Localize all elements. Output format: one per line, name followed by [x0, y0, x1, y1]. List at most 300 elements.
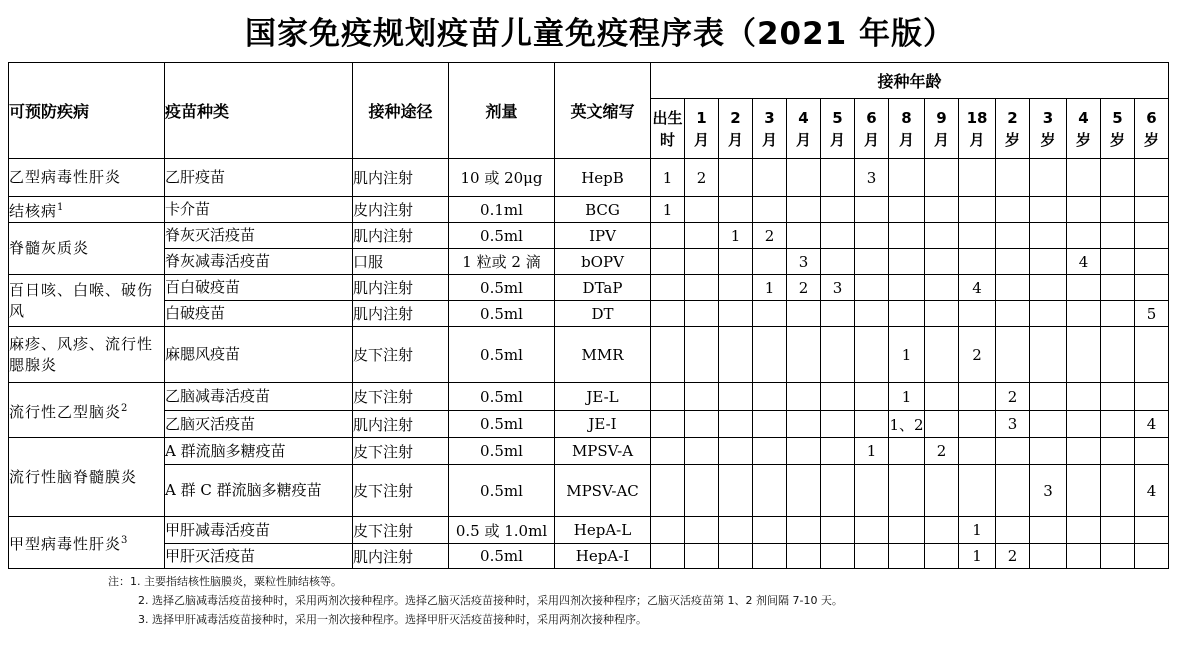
route-cell: 皮下注射 — [353, 438, 449, 465]
route-cell: 肌内注射 — [353, 544, 449, 569]
dose-schedule-cell: 4 — [1067, 249, 1101, 275]
dose-schedule-cell — [787, 301, 821, 327]
table-row — [9, 438, 1169, 465]
abbr-cell: JE-I — [555, 411, 651, 438]
dose-schedule-cell — [787, 517, 821, 544]
disease-cell — [9, 327, 165, 383]
age-value: 9 — [936, 108, 947, 127]
dose-schedule-cell — [1030, 517, 1067, 544]
disease-name: 流行性乙型脑炎 — [9, 402, 122, 421]
disease-cell — [9, 275, 165, 327]
age-unit: 月 — [863, 130, 879, 149]
dose-schedule-cell — [889, 544, 925, 569]
route-cell: 肌内注射 — [353, 411, 449, 438]
dose-schedule-cell — [889, 223, 925, 249]
dose-schedule-cell — [651, 223, 685, 249]
dose-schedule-cell: 2 — [925, 438, 959, 465]
dose-schedule-cell: 4 — [959, 275, 996, 301]
dose-schedule-cell — [719, 327, 753, 383]
dose-schedule-cell — [1067, 544, 1101, 569]
age-header — [1135, 99, 1169, 159]
route-cell: 肌内注射 — [353, 159, 449, 197]
age-value: 出生 — [652, 108, 683, 127]
dose-schedule-cell — [996, 465, 1030, 517]
dose-schedule-cell — [1101, 301, 1135, 327]
dose-schedule-cell — [996, 223, 1030, 249]
disease-cell — [9, 383, 165, 438]
dose-cell: 0.5ml — [449, 223, 555, 249]
vaccine-cell: 麻腮风疫苗 — [165, 327, 353, 383]
route-cell: 肌内注射 — [353, 301, 449, 327]
footnote-2: 2. 选择乙脑减毒活疫苗接种时，采用两剂次接种程序。选择乙脑灭活疫苗接种时，采用四剂次接种程序；乙脑灭活疫苗第 1、2 剂间隔 7-10 天。 — [138, 594, 843, 607]
dose-schedule-cell — [719, 517, 753, 544]
header-dose: 剂量 — [449, 63, 555, 159]
vaccine-cell: 白破疫苗 — [165, 301, 353, 327]
dose-schedule-cell — [787, 197, 821, 223]
dose-schedule-cell — [855, 465, 889, 517]
immunization-schedule-table — [8, 62, 1169, 569]
dose-schedule-cell — [719, 438, 753, 465]
header-route: 接种途径 — [353, 63, 449, 159]
age-header — [787, 99, 821, 159]
age-unit: 月 — [795, 130, 811, 149]
header-disease: 可预防疾病 — [9, 63, 165, 159]
dose-schedule-cell — [651, 383, 685, 411]
dose-schedule-cell — [1135, 383, 1169, 411]
age-value: 5 — [1112, 108, 1123, 127]
table-row — [9, 159, 1169, 197]
dose-schedule-cell — [889, 517, 925, 544]
dose-schedule-cell: 1 — [959, 544, 996, 569]
disease-name: 脊髓灰质炎 — [9, 239, 90, 257]
age-header — [685, 99, 719, 159]
table-row — [9, 197, 1169, 223]
disease-name: 流行性脑脊髓膜炎 — [9, 467, 138, 486]
dose-schedule-cell: 4 — [1135, 465, 1169, 517]
dose-schedule-cell — [855, 197, 889, 223]
dose-schedule-cell — [821, 438, 855, 465]
age-value: 3 — [1042, 108, 1054, 127]
header-abbr: 英文缩写 — [555, 63, 651, 159]
dose-schedule-cell — [1067, 301, 1101, 327]
dose-schedule-cell — [1067, 383, 1101, 411]
age-header — [1101, 99, 1135, 159]
dose-schedule-cell — [996, 249, 1030, 275]
dose-schedule-cell: 1 — [719, 223, 753, 249]
footnote-3: 3. 选择甲肝减毒活疫苗接种时，采用一剂次接种程序。选择甲肝灭活疫苗接种时，采用两剂次接种程序。 — [138, 613, 647, 626]
age-header — [855, 99, 889, 159]
dose-schedule-cell — [925, 249, 959, 275]
vaccine-cell: 脊灰减毒活疫苗 — [165, 249, 353, 275]
abbr-cell: IPV — [555, 223, 651, 249]
footnote-marker: 2 — [121, 402, 129, 414]
dose-schedule-cell — [753, 159, 787, 197]
table-row — [9, 465, 1169, 517]
dose-schedule-cell: 2 — [996, 544, 1030, 569]
dose-schedule-cell — [685, 197, 719, 223]
dose-schedule-cell — [855, 411, 889, 438]
age-unit: 月 — [693, 130, 709, 149]
dose-schedule-cell — [753, 544, 787, 569]
dose-schedule-cell — [959, 383, 996, 411]
dose-schedule-cell — [1067, 275, 1101, 301]
dose-schedule-cell — [925, 223, 959, 249]
table-row — [9, 544, 1169, 569]
age-value: 4 — [798, 108, 809, 127]
vaccine-cell: A 群 C 群流脑多糖疫苗 — [165, 465, 353, 517]
dose-schedule-cell — [753, 465, 787, 517]
abbr-cell: MMR — [555, 327, 651, 383]
vaccine-cell: 乙肝疫苗 — [165, 159, 353, 197]
route-cell: 肌内注射 — [353, 275, 449, 301]
dose-schedule-cell — [1030, 327, 1067, 383]
age-unit: 月 — [969, 130, 985, 149]
dose-schedule-cell — [719, 275, 753, 301]
dose-schedule-cell — [821, 159, 855, 197]
dose-schedule-cell — [651, 301, 685, 327]
table-row — [9, 411, 1169, 438]
header-vaccine: 疫苗种类 — [165, 63, 353, 159]
dose-cell: 0.5ml — [449, 411, 555, 438]
age-unit: 月 — [933, 130, 949, 149]
disease-cell — [9, 517, 165, 569]
dose-schedule-cell — [1101, 383, 1135, 411]
dose-schedule-cell — [889, 301, 925, 327]
dose-schedule-cell — [685, 465, 719, 517]
dose-cell: 0.5ml — [449, 301, 555, 327]
dose-schedule-cell — [889, 249, 925, 275]
dose-schedule-cell — [996, 275, 1030, 301]
dose-schedule-cell — [719, 383, 753, 411]
dose-schedule-cell — [685, 327, 719, 383]
vaccine-cell: 百白破疫苗 — [165, 275, 353, 301]
dose-schedule-cell — [651, 249, 685, 275]
abbr-cell: bOPV — [555, 249, 651, 275]
dose-schedule-cell — [1135, 275, 1169, 301]
age-header — [719, 99, 753, 159]
dose-schedule-cell — [925, 275, 959, 301]
dose-schedule-cell — [855, 544, 889, 569]
dose-schedule-cell — [996, 438, 1030, 465]
dose-schedule-cell: 3 — [1030, 465, 1067, 517]
dose-schedule-cell — [651, 327, 685, 383]
dose-schedule-cell — [685, 544, 719, 569]
age-value: 18 — [966, 108, 988, 127]
dose-schedule-cell: 3 — [855, 159, 889, 197]
dose-schedule-cell — [1135, 438, 1169, 465]
dose-schedule-cell — [1030, 438, 1067, 465]
age-unit: 月 — [727, 130, 743, 149]
age-unit: 岁 — [1143, 130, 1159, 149]
header-age-group: 接种年龄 — [651, 63, 1169, 99]
dose-schedule-cell — [821, 327, 855, 383]
dose-schedule-cell — [925, 411, 959, 438]
dose-schedule-cell — [787, 438, 821, 465]
disease-name: 麻疹、风疹、流行性腮腺炎 — [9, 334, 154, 374]
dose-schedule-cell — [855, 517, 889, 544]
dose-schedule-cell — [1030, 383, 1067, 411]
dose-schedule-cell — [925, 327, 959, 383]
vaccine-cell: A 群流脑多糖疫苗 — [165, 438, 353, 465]
dose-schedule-cell — [753, 327, 787, 383]
dose-schedule-cell — [787, 544, 821, 569]
dose-schedule-cell — [685, 275, 719, 301]
dose-cell: 0.5ml — [449, 544, 555, 569]
dose-schedule-cell — [1067, 327, 1101, 383]
dose-cell: 10 或 20μg — [449, 159, 555, 197]
dose-schedule-cell: 1 — [889, 327, 925, 383]
abbr-cell: MPSV-A — [555, 438, 651, 465]
dose-schedule-cell: 5 — [1135, 301, 1169, 327]
dose-schedule-cell: 4 — [1135, 411, 1169, 438]
dose-schedule-cell: 1 — [753, 275, 787, 301]
footnote-1: 注：1. 主要指结核性脑膜炎，粟粒性肺结核等。 — [108, 575, 342, 588]
dose-schedule-cell — [925, 197, 959, 223]
age-unit: 岁 — [1004, 130, 1020, 149]
dose-schedule-cell — [821, 301, 855, 327]
dose-schedule-cell — [925, 544, 959, 569]
dose-schedule-cell — [959, 197, 996, 223]
dose-schedule-cell — [787, 411, 821, 438]
dose-schedule-cell — [1067, 411, 1101, 438]
age-value: 8 — [901, 108, 912, 127]
age-value: 4 — [1078, 108, 1089, 127]
age-unit: 时 — [659, 130, 675, 149]
dose-schedule-cell — [685, 301, 719, 327]
dose-schedule-cell — [1101, 465, 1135, 517]
dose-schedule-cell — [959, 301, 996, 327]
vaccine-cell: 甲肝灭活疫苗 — [165, 544, 353, 569]
dose-schedule-cell — [855, 275, 889, 301]
route-cell: 皮下注射 — [353, 517, 449, 544]
dose-schedule-cell — [753, 197, 787, 223]
vaccine-cell: 乙脑减毒活疫苗 — [165, 383, 353, 411]
dose-schedule-cell — [959, 438, 996, 465]
vaccine-cell: 卡介苗 — [165, 197, 353, 223]
dose-schedule-cell — [787, 159, 821, 197]
dose-schedule-cell: 2 — [959, 327, 996, 383]
age-header — [996, 99, 1030, 159]
route-cell: 皮下注射 — [353, 465, 449, 517]
age-header — [889, 99, 925, 159]
dose-schedule-cell — [1135, 249, 1169, 275]
dose-schedule-cell — [787, 465, 821, 517]
abbr-cell: HepA-L — [555, 517, 651, 544]
dose-schedule-cell — [1030, 544, 1067, 569]
dose-schedule-cell — [1135, 159, 1169, 197]
dose-schedule-cell — [889, 159, 925, 197]
dose-schedule-cell — [1030, 301, 1067, 327]
disease-cell — [9, 197, 165, 223]
dose-schedule-cell — [996, 197, 1030, 223]
dose-schedule-cell: 1 — [651, 159, 685, 197]
dose-schedule-cell: 1 — [651, 197, 685, 223]
age-value: 1 — [696, 108, 707, 127]
dose-schedule-cell — [959, 249, 996, 275]
route-cell: 皮内注射 — [353, 197, 449, 223]
age-unit: 月 — [761, 130, 777, 149]
age-value: 3 — [764, 108, 775, 127]
dose-schedule-cell: 2 — [685, 159, 719, 197]
dose-schedule-cell — [1030, 249, 1067, 275]
dose-schedule-cell — [821, 411, 855, 438]
age-unit: 岁 — [1075, 130, 1091, 149]
dose-schedule-cell — [719, 411, 753, 438]
age-unit: 岁 — [1109, 130, 1125, 149]
age-value: 6 — [866, 108, 877, 127]
dose-schedule-cell: 2 — [753, 223, 787, 249]
dose-cell: 0.5 或 1.0ml — [449, 517, 555, 544]
dose-schedule-cell — [889, 465, 925, 517]
dose-schedule-cell — [889, 275, 925, 301]
dose-schedule-cell — [1101, 197, 1135, 223]
disease-name: 乙型病毒性肝炎 — [9, 168, 122, 186]
dose-schedule-cell — [651, 275, 685, 301]
dose-schedule-cell — [925, 383, 959, 411]
age-header — [959, 99, 996, 159]
dose-schedule-cell — [1135, 327, 1169, 383]
dose-schedule-cell — [685, 411, 719, 438]
dose-schedule-cell — [1067, 465, 1101, 517]
dose-schedule-cell: 3 — [996, 411, 1030, 438]
dose-schedule-cell — [1030, 223, 1067, 249]
dose-schedule-cell — [996, 301, 1030, 327]
dose-schedule-cell — [1067, 159, 1101, 197]
dose-schedule-cell — [1101, 327, 1135, 383]
dose-schedule-cell: 1 — [889, 383, 925, 411]
dose-schedule-cell — [651, 465, 685, 517]
dose-schedule-cell — [996, 159, 1030, 197]
dose-schedule-cell — [1101, 411, 1135, 438]
dose-schedule-cell — [719, 301, 753, 327]
abbr-cell: BCG — [555, 197, 651, 223]
dose-cell: 0.5ml — [449, 383, 555, 411]
table-row — [9, 223, 1169, 249]
dose-schedule-cell — [787, 223, 821, 249]
dose-schedule-cell — [1101, 249, 1135, 275]
dose-cell: 1 粒或 2 滴 — [449, 249, 555, 275]
dose-schedule-cell — [959, 159, 996, 197]
dose-schedule-cell — [855, 301, 889, 327]
dose-schedule-cell — [719, 465, 753, 517]
dose-schedule-cell — [1067, 517, 1101, 544]
age-unit: 月 — [898, 130, 914, 149]
dose-schedule-cell — [685, 517, 719, 544]
disease-cell — [9, 223, 165, 275]
dose-schedule-cell — [855, 249, 889, 275]
dose-schedule-cell — [821, 249, 855, 275]
dose-schedule-cell — [959, 465, 996, 517]
disease-name: 甲型病毒性肝炎 — [9, 535, 122, 553]
dose-cell: 0.5ml — [449, 438, 555, 465]
dose-schedule-cell: 1 — [855, 438, 889, 465]
dose-schedule-cell — [821, 383, 855, 411]
dose-schedule-cell — [1067, 438, 1101, 465]
table-row — [9, 249, 1169, 275]
route-cell: 肌内注射 — [353, 223, 449, 249]
age-header — [1067, 99, 1101, 159]
dose-schedule-cell — [925, 517, 959, 544]
disease-cell — [9, 159, 165, 197]
abbr-cell: HepA-I — [555, 544, 651, 569]
dose-schedule-cell — [855, 383, 889, 411]
abbr-cell: JE-L — [555, 383, 651, 411]
table-row — [9, 327, 1169, 383]
dose-schedule-cell — [651, 517, 685, 544]
dose-schedule-cell — [1135, 517, 1169, 544]
dose-schedule-cell — [753, 438, 787, 465]
dose-schedule-cell — [685, 249, 719, 275]
age-unit: 月 — [829, 130, 845, 149]
dose-schedule-cell — [719, 159, 753, 197]
dose-schedule-cell: 1 — [959, 517, 996, 544]
dose-schedule-cell: 3 — [821, 275, 855, 301]
dose-schedule-cell — [685, 438, 719, 465]
dose-schedule-cell — [787, 383, 821, 411]
dose-schedule-cell — [821, 544, 855, 569]
age-header — [925, 99, 959, 159]
age-value: 6 — [1146, 108, 1157, 127]
dose-schedule-cell — [821, 517, 855, 544]
dose-schedule-cell — [821, 223, 855, 249]
dose-schedule-cell — [753, 517, 787, 544]
vaccine-cell: 乙脑灭活疫苗 — [165, 411, 353, 438]
dose-schedule-cell — [651, 544, 685, 569]
disease-name: 百日咳、白喉、破伤风 — [9, 280, 154, 320]
dose-cell: 0.5ml — [449, 275, 555, 301]
table-row — [9, 517, 1169, 544]
dose-schedule-cell — [1030, 275, 1067, 301]
dose-schedule-cell — [651, 411, 685, 438]
abbr-cell: DTaP — [555, 275, 651, 301]
dose-schedule-cell — [753, 383, 787, 411]
dose-schedule-cell: 3 — [787, 249, 821, 275]
table-row — [9, 275, 1169, 301]
dose-schedule-cell — [1135, 544, 1169, 569]
route-cell: 皮下注射 — [353, 383, 449, 411]
table-row — [9, 301, 1169, 327]
dose-schedule-cell — [1067, 223, 1101, 249]
age-unit: 岁 — [1040, 130, 1056, 149]
dose-schedule-cell — [1030, 159, 1067, 197]
dose-schedule-cell — [719, 544, 753, 569]
footnotes — [108, 572, 843, 629]
dose-schedule-cell — [1030, 197, 1067, 223]
dose-schedule-cell — [719, 197, 753, 223]
route-cell: 口服 — [353, 249, 449, 275]
dose-schedule-cell — [1067, 197, 1101, 223]
dose-schedule-cell — [821, 465, 855, 517]
dose-schedule-cell — [925, 465, 959, 517]
dose-schedule-cell — [787, 327, 821, 383]
dose-schedule-cell — [1030, 411, 1067, 438]
dose-schedule-cell — [925, 301, 959, 327]
dose-schedule-cell — [1101, 275, 1135, 301]
dose-schedule-cell — [1101, 544, 1135, 569]
age-header — [651, 99, 685, 159]
age-value: 5 — [832, 108, 843, 127]
vaccine-cell: 甲肝减毒活疫苗 — [165, 517, 353, 544]
dose-schedule-cell — [1135, 197, 1169, 223]
dose-schedule-cell — [753, 249, 787, 275]
dose-schedule-cell — [719, 249, 753, 275]
dose-schedule-cell: 2 — [996, 383, 1030, 411]
dose-schedule-cell: 1、2 — [889, 411, 925, 438]
age-value: 2 — [1007, 108, 1018, 127]
dose-schedule-cell — [1135, 223, 1169, 249]
page-title: 国家免疫规划疫苗儿童免疫程序表（2021 年版） — [244, 16, 956, 52]
dose-schedule-cell — [889, 438, 925, 465]
